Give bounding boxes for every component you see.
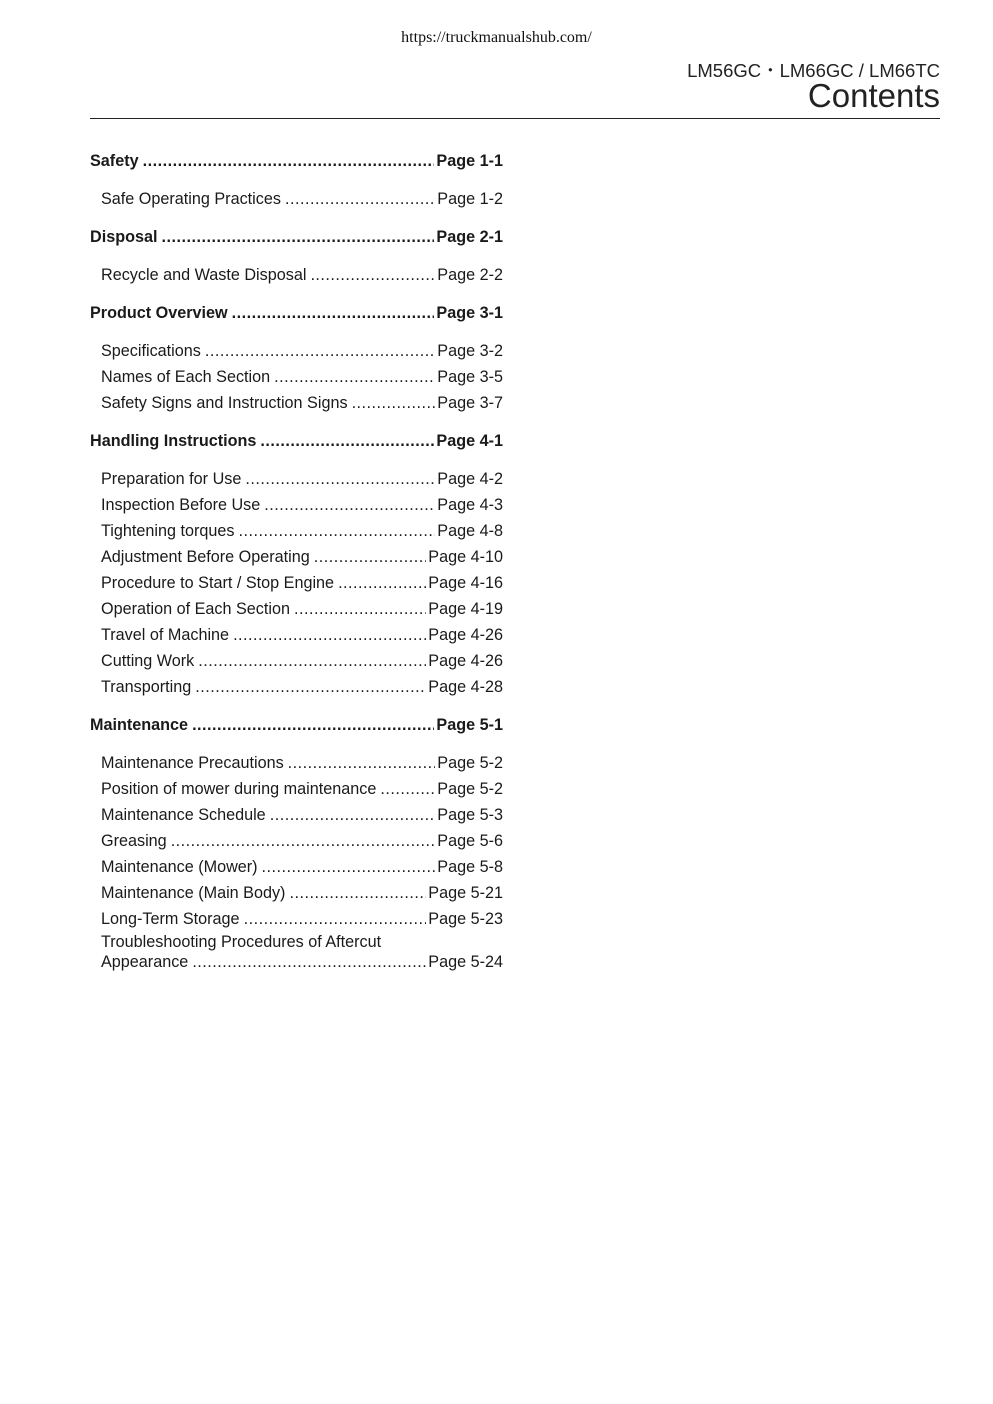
toc-entry-label: Preparation for Use xyxy=(101,470,242,488)
toc-heading-label: Disposal xyxy=(90,228,158,246)
toc-entry[interactable] xyxy=(90,828,503,854)
toc-entry-page: Page 3-2 xyxy=(437,342,503,360)
toc-entry-page: Page 1-2 xyxy=(437,190,503,208)
toc-entry-page: Page 4-10 xyxy=(428,548,503,566)
toc-entry-page: Page 5-3 xyxy=(437,806,503,824)
toc-entry[interactable] xyxy=(90,648,503,674)
toc-heading-label: Handling Instructions xyxy=(90,432,257,450)
toc-section-safety xyxy=(90,148,503,212)
toc-heading-label: Product Overview xyxy=(90,304,228,322)
toc-entry-page: Page 5-2 xyxy=(437,780,503,798)
dot-leader xyxy=(285,186,435,212)
table-of-contents xyxy=(90,148,503,984)
toc-heading-page: Page 4-1 xyxy=(436,432,503,450)
toc-entry-page: Page 4-2 xyxy=(437,470,503,488)
toc-entry-page: Page 5-6 xyxy=(437,832,503,850)
dot-leader xyxy=(264,492,435,518)
dot-leader xyxy=(233,622,426,648)
toc-heading-label: Safety xyxy=(90,152,139,170)
dot-leader xyxy=(198,648,426,674)
toc-entry-label: Greasing xyxy=(101,832,167,850)
toc-section-maintenance xyxy=(90,712,503,972)
toc-entry[interactable] xyxy=(90,750,503,776)
toc-entry-page: Page 3-7 xyxy=(437,394,503,412)
toc-entry[interactable] xyxy=(90,622,503,648)
toc-heading[interactable] xyxy=(90,712,503,738)
toc-entry-page: Page 4-28 xyxy=(428,678,503,696)
toc-entry-label: Procedure to Start / Stop Engine xyxy=(101,574,335,592)
toc-heading-label: Maintenance xyxy=(90,716,189,734)
dot-leader xyxy=(192,712,434,738)
toc-entry-label: Safety Signs and Instruction Signs xyxy=(101,394,348,412)
dot-leader xyxy=(294,596,426,622)
model-numbers: LM56GC・LM66GC / LM66TC xyxy=(687,60,940,81)
toc-entry[interactable] xyxy=(90,518,503,544)
toc-entry-page: Page 4-8 xyxy=(437,522,503,540)
toc-entry-label: Maintenance Schedule xyxy=(101,806,266,824)
dot-leader xyxy=(195,674,426,700)
toc-entry-label: Position of mower during maintenance xyxy=(101,780,377,798)
toc-heading-page: Page 2-1 xyxy=(436,228,503,246)
dot-leader xyxy=(244,906,427,932)
toc-heading[interactable] xyxy=(90,224,503,250)
dot-leader xyxy=(205,338,435,364)
toc-entry-label: Operation of Each Section xyxy=(101,600,290,618)
toc-section-handling-instructions xyxy=(90,428,503,700)
toc-entry[interactable] xyxy=(90,674,503,700)
dot-leader xyxy=(143,148,435,174)
toc-entry-label: Long-Term Storage xyxy=(101,910,240,928)
toc-entry-label: Troubleshooting Procedures of Aftercut xyxy=(101,933,382,951)
toc-entry-page: Page 4-26 xyxy=(428,626,503,644)
toc-heading[interactable] xyxy=(90,148,503,174)
toc-entry-label: Maintenance (Mower) xyxy=(101,858,258,876)
toc-entry[interactable] xyxy=(90,390,503,416)
toc-heading[interactable] xyxy=(90,300,503,326)
toc-entry-label: Specifications xyxy=(101,342,201,360)
toc-entry[interactable] xyxy=(90,466,503,492)
toc-entry[interactable] xyxy=(90,906,503,932)
toc-entry-page: Page 5-23 xyxy=(428,910,503,928)
toc-entry[interactable] xyxy=(90,570,503,596)
header-divider xyxy=(90,118,940,119)
toc-entry-page: Page 5-8 xyxy=(437,858,503,876)
toc-entry-page: Page 5-21 xyxy=(428,884,503,902)
toc-entry-label: Names of Each Section xyxy=(101,368,271,386)
dot-leader xyxy=(338,570,426,596)
dot-leader xyxy=(171,828,436,854)
dot-leader xyxy=(260,428,434,454)
toc-entry-label: Maintenance Precautions xyxy=(101,754,284,772)
dot-leader xyxy=(192,952,426,972)
dot-leader xyxy=(314,544,427,570)
dot-leader xyxy=(288,750,436,776)
toc-entry[interactable] xyxy=(90,932,503,972)
toc-entry[interactable] xyxy=(90,880,503,906)
toc-entry-label: Transporting xyxy=(101,678,192,696)
toc-entry-label: Safe Operating Practices xyxy=(101,190,281,208)
toc-entry[interactable] xyxy=(90,364,503,390)
dot-leader xyxy=(270,802,436,828)
dot-leader xyxy=(262,854,436,880)
toc-entry-label: Inspection Before Use xyxy=(101,496,261,514)
toc-entry[interactable] xyxy=(90,596,503,622)
dot-leader xyxy=(245,466,435,492)
toc-entry-label: Adjustment Before Operating xyxy=(101,548,310,566)
toc-entry[interactable] xyxy=(90,776,503,802)
toc-entry[interactable] xyxy=(90,492,503,518)
page-title: Contents xyxy=(807,77,940,114)
toc-entry-page: Page 2-2 xyxy=(437,266,503,284)
toc-entry[interactable] xyxy=(90,338,503,364)
dot-leader xyxy=(352,390,436,416)
source-url[interactable]: https://truckmanualshub.com/ xyxy=(401,29,592,46)
toc-entry-page: Page 4-19 xyxy=(428,600,503,618)
toc-entry[interactable] xyxy=(90,802,503,828)
toc-heading-page: Page 5-1 xyxy=(436,716,503,734)
toc-entry-label: Tightening torques xyxy=(101,522,235,540)
toc-entry[interactable] xyxy=(90,854,503,880)
dot-leader xyxy=(161,224,434,250)
toc-entry-page: Page 3-5 xyxy=(437,368,503,386)
dot-leader xyxy=(289,880,426,906)
dot-leader xyxy=(238,518,435,544)
toc-heading[interactable] xyxy=(90,428,503,454)
toc-entry-label: Cutting Work xyxy=(101,652,195,670)
toc-entry-label: Maintenance (Main Body) xyxy=(101,884,286,902)
toc-entry-page: Page 5-24 xyxy=(428,953,503,971)
toc-entry-label: Recycle and Waste Disposal xyxy=(101,266,307,284)
toc-entry-page: Page 5-2 xyxy=(437,754,503,772)
toc-heading-page: Page 3-1 xyxy=(436,304,503,322)
toc-entry-page: Page 4-26 xyxy=(428,652,503,670)
toc-entry[interactable] xyxy=(90,544,503,570)
dot-leader xyxy=(274,364,435,390)
toc-section-product-overview xyxy=(90,300,503,416)
toc-entry[interactable] xyxy=(90,262,503,288)
toc-entry[interactable] xyxy=(90,186,503,212)
dot-leader xyxy=(380,776,435,802)
toc-section-disposal xyxy=(90,224,503,288)
dot-leader xyxy=(232,300,435,326)
toc-heading-page: Page 1-1 xyxy=(436,152,503,170)
toc-entry-label-continued: Appearance xyxy=(101,953,189,971)
toc-entry-page: Page 4-3 xyxy=(437,496,503,514)
dot-leader xyxy=(310,262,435,288)
toc-entry-label: Travel of Machine xyxy=(101,626,230,644)
toc-entry-page: Page 4-16 xyxy=(428,574,503,592)
